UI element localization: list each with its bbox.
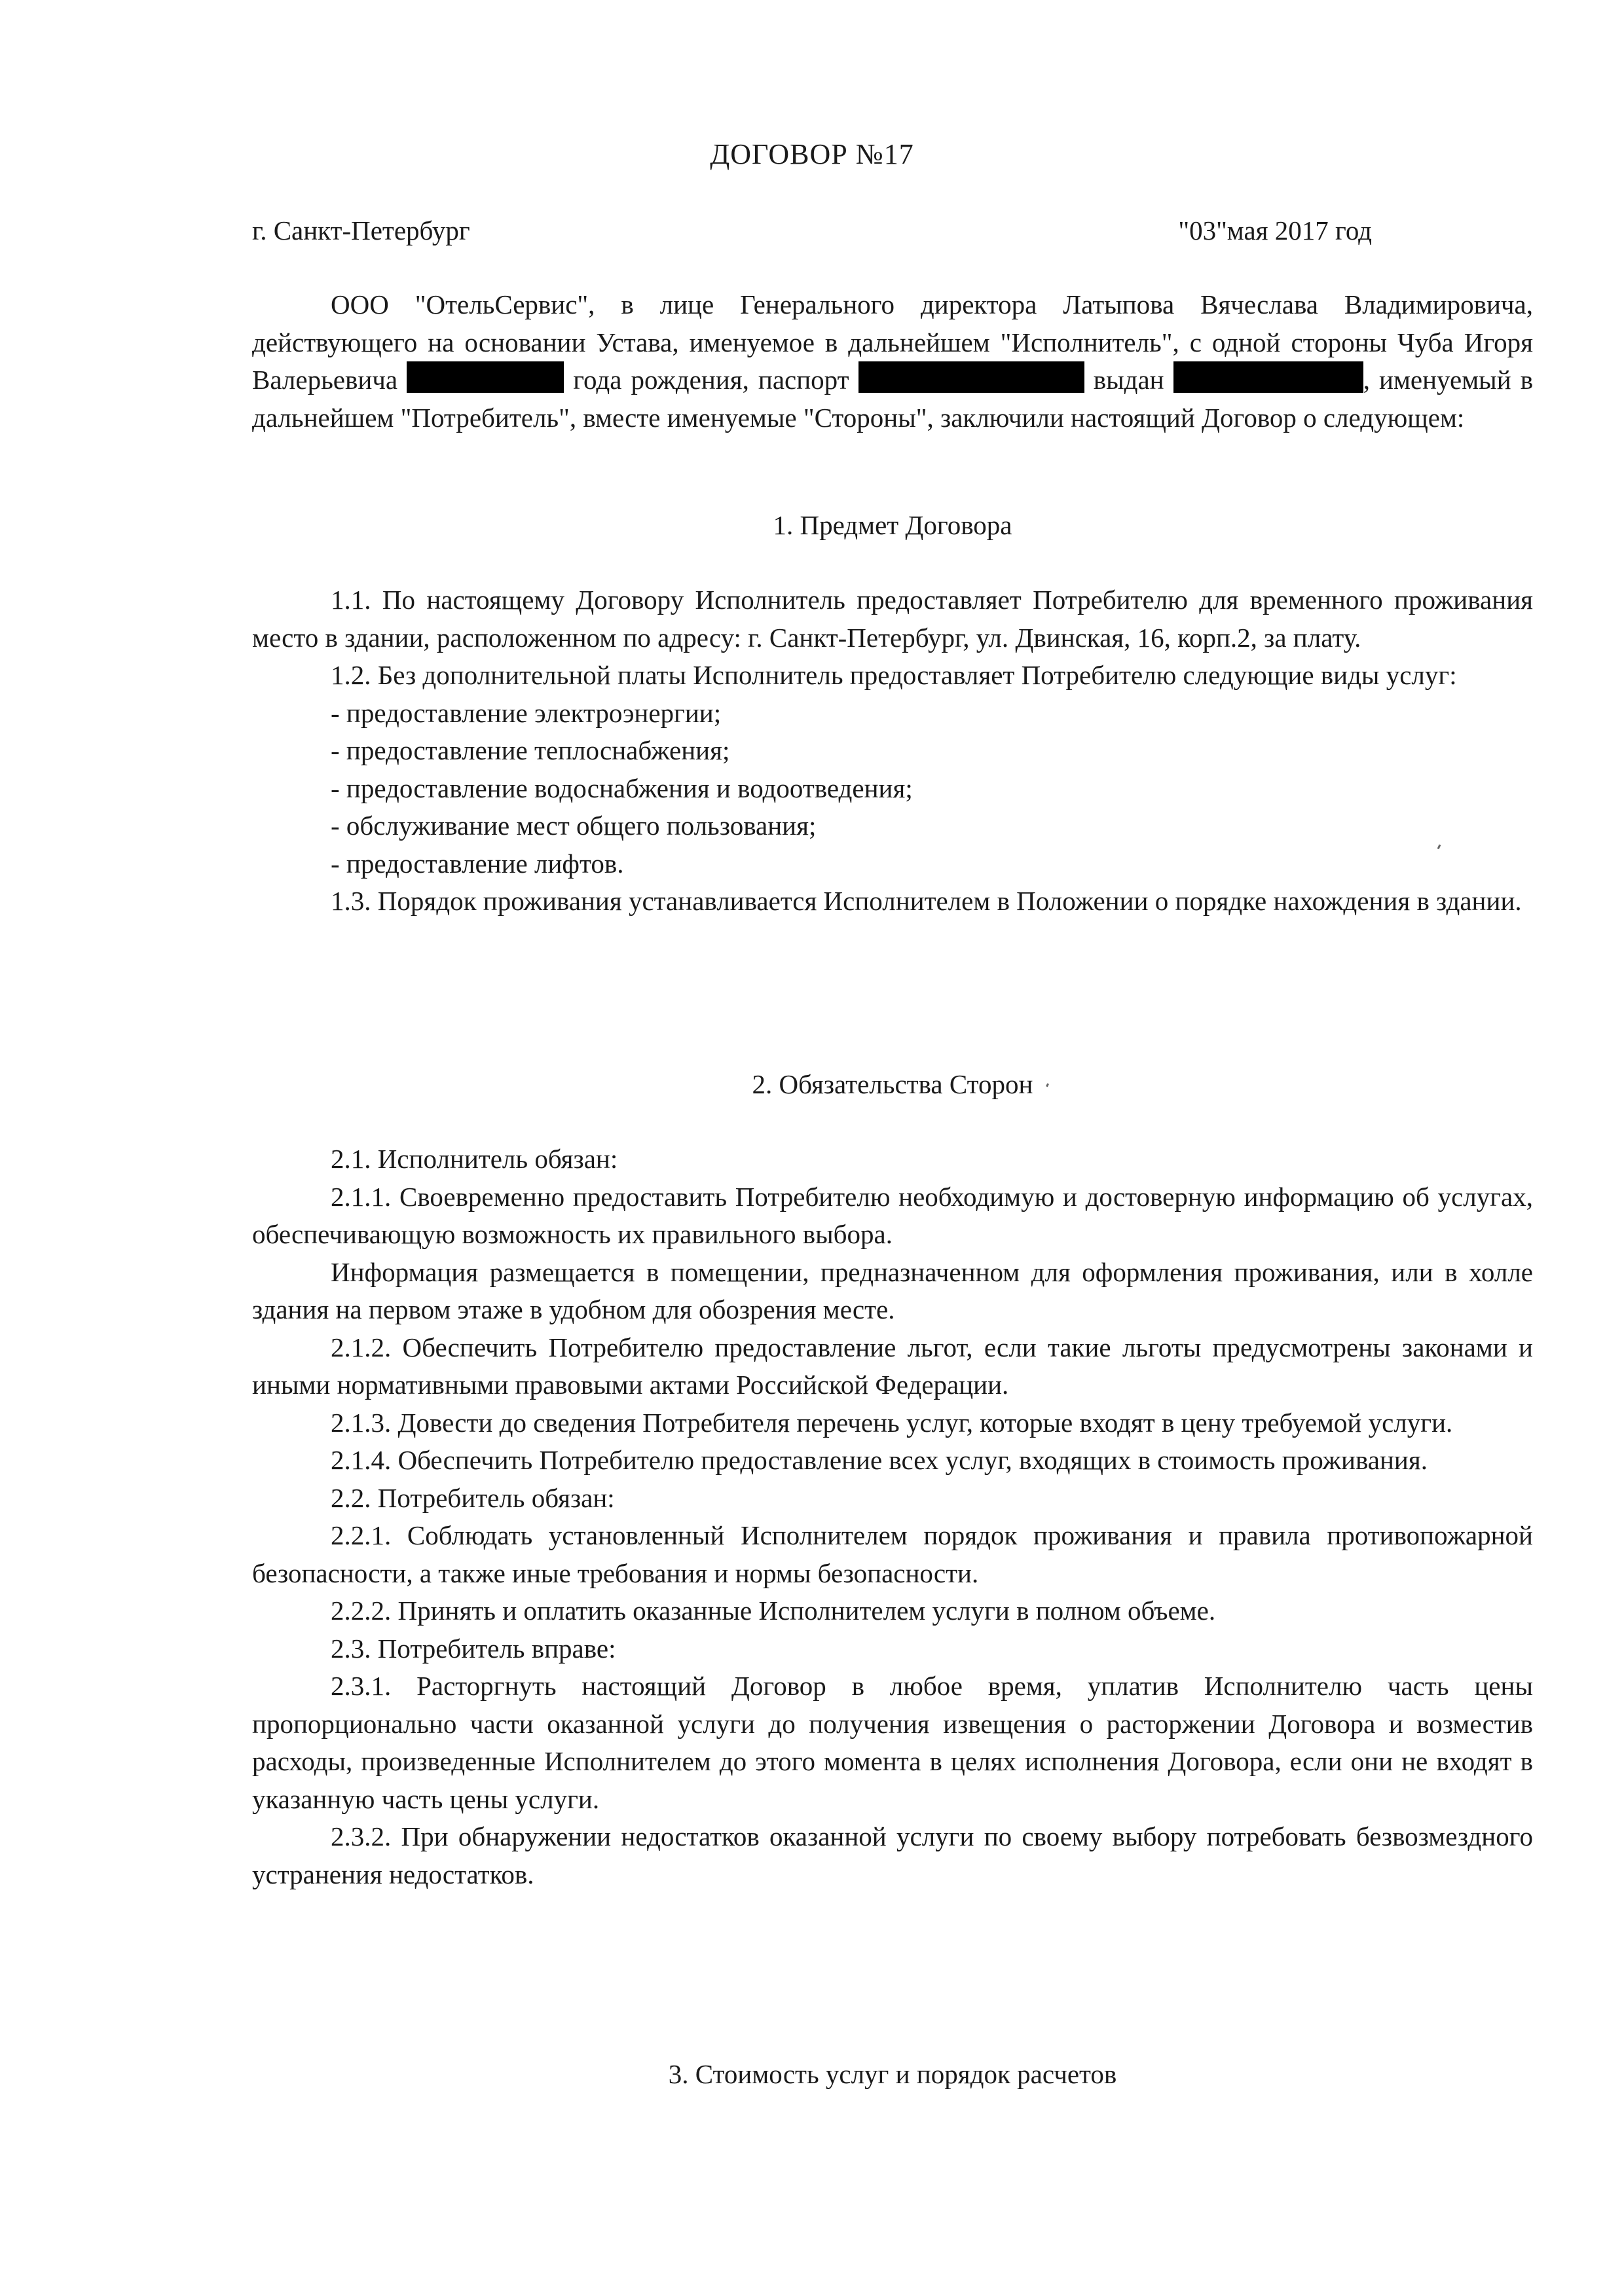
clause-2-1-1-info: Информация размещается в помещении, предназначенном для оформления проживания, или в холле здания на первом этаже в удобном для обозрения месте.	[252, 1256, 1533, 1324]
section-1-body	[252, 581, 1533, 920]
clause-2-3-1: 2.3.1. Расторгнуть настоящий Договор в любое время, уплатив Исполнителю часть цены пропорционально части оказанной услуги до получения извещения о расторжении Договора и возместив расходы, произведенные Исполнителем до этого момента в целях исполнения Договора, если они не входят в указанную часть цены услуги.	[252, 1671, 1533, 1814]
service-item: - предоставление лифтов.	[331, 848, 624, 879]
clause-2-3-2: 2.3.2. При обнаружении недостатков оказанной услуги по своему выбору потребовать безвозмездного устранения недостатков.	[252, 1821, 1533, 1889]
clause-2-2-2: 2.2.2. Принять и оплатить оказанные Исполнителем услуги в полном объеме.	[331, 1595, 1216, 1626]
preamble-part-3: выдан	[1093, 365, 1164, 395]
clause-1-1: 1.1. По настоящему Договору Исполнитель предоставляет Потребителю для временного проживания место в здании, расположенном по адресу: г. Санкт-Петербург, ул. Двинская, 16, корп.2, за плату.	[252, 585, 1533, 653]
service-item: - обслуживание мест общего пользования;	[331, 811, 817, 841]
clause-2-1-3: 2.1.3. Довести до сведения Потребителя перечень услуг, которые входят в цену требуемой услуги.	[331, 1407, 1453, 1438]
place-date-line	[252, 215, 1372, 246]
clause-1-3: 1.3. Порядок проживания устанавливается Исполнителем в Положении о порядке нахождения в здании.	[331, 886, 1522, 916]
preamble-paragraph	[252, 286, 1533, 437]
redaction-passport-issuer	[1173, 361, 1363, 393]
redaction-birthdate	[407, 361, 564, 393]
service-item: - предоставление водоснабжения и водоотведения;	[331, 773, 913, 803]
section-1-heading-block	[252, 507, 1533, 545]
section-2-body	[252, 1140, 1533, 1893]
city: г. Санкт-Петербург	[252, 215, 470, 246]
section-2-heading-block	[252, 1066, 1533, 1104]
clause-1-2: 1.2. Без дополнительной платы Исполнитель предоставляет Потребителю следующие виды услуг:	[331, 660, 1457, 690]
clause-2-1-4: 2.1.4. Обеспечить Потребителю предоставление всех услуг, входящих в стоимость проживания.	[331, 1445, 1428, 1475]
service-item: - предоставление электроэнергии;	[331, 697, 722, 728]
contract-date: "03"мая 2017 год	[1178, 215, 1372, 246]
section-2-heading: 2. Обязательства Сторон	[752, 1069, 1033, 1099]
clause-2-1-1: 2.1.1. Своевременно предоставить Потребителю необходимую и достоверную информацию об услугах, обеспечивающую возможность их правильного выбора.	[252, 1181, 1533, 1249]
clause-2-1: 2.1. Исполнитель обязан:	[331, 1144, 618, 1174]
preamble-part-1: ООО "ОтельСервис", в лице Генерального директора Латыпова Вячеслава Владимировича, действующего на основании Устава, именуемое в дальнейшем "Исполнитель", с одной стороны Чуба Игоря Валерьевича	[252, 289, 1533, 395]
redaction-passport-number	[858, 361, 1084, 393]
clause-2-3: 2.3. Потребитель вправе:	[331, 1633, 616, 1664]
section-3-heading-block	[252, 2056, 1533, 2094]
preamble-part-2: года рождения, паспорт	[573, 365, 849, 395]
clause-2-2: 2.2. Потребитель обязан:	[331, 1482, 615, 1513]
document-title: ДОГОВОР №17	[710, 138, 914, 170]
clause-2-1-2: 2.1.2. Обеспечить Потребителю предоставление льгот, если такие льготы предусмотрены законами и иными нормативными правовыми актами Российской Федерации.	[252, 1332, 1533, 1400]
preamble-part-4: , именуемый в дальнейшем "Потребитель", вместе именуемые "Стороны", заключили настоящий Договор о следующем:	[252, 365, 1534, 433]
section-3-heading: 3. Стоимость услуг и порядок расчетов	[668, 2059, 1117, 2089]
preamble	[252, 286, 1533, 437]
service-item: - предоставление теплоснабжения;	[331, 735, 730, 765]
clause-2-2-1: 2.2.1. Соблюдать установленный Исполнителем порядок проживания и правила противопожарной безопасности, а также иные требования и нормы безопасности.	[252, 1520, 1533, 1588]
section-1-heading: 1. Предмет Договора	[773, 510, 1012, 540]
